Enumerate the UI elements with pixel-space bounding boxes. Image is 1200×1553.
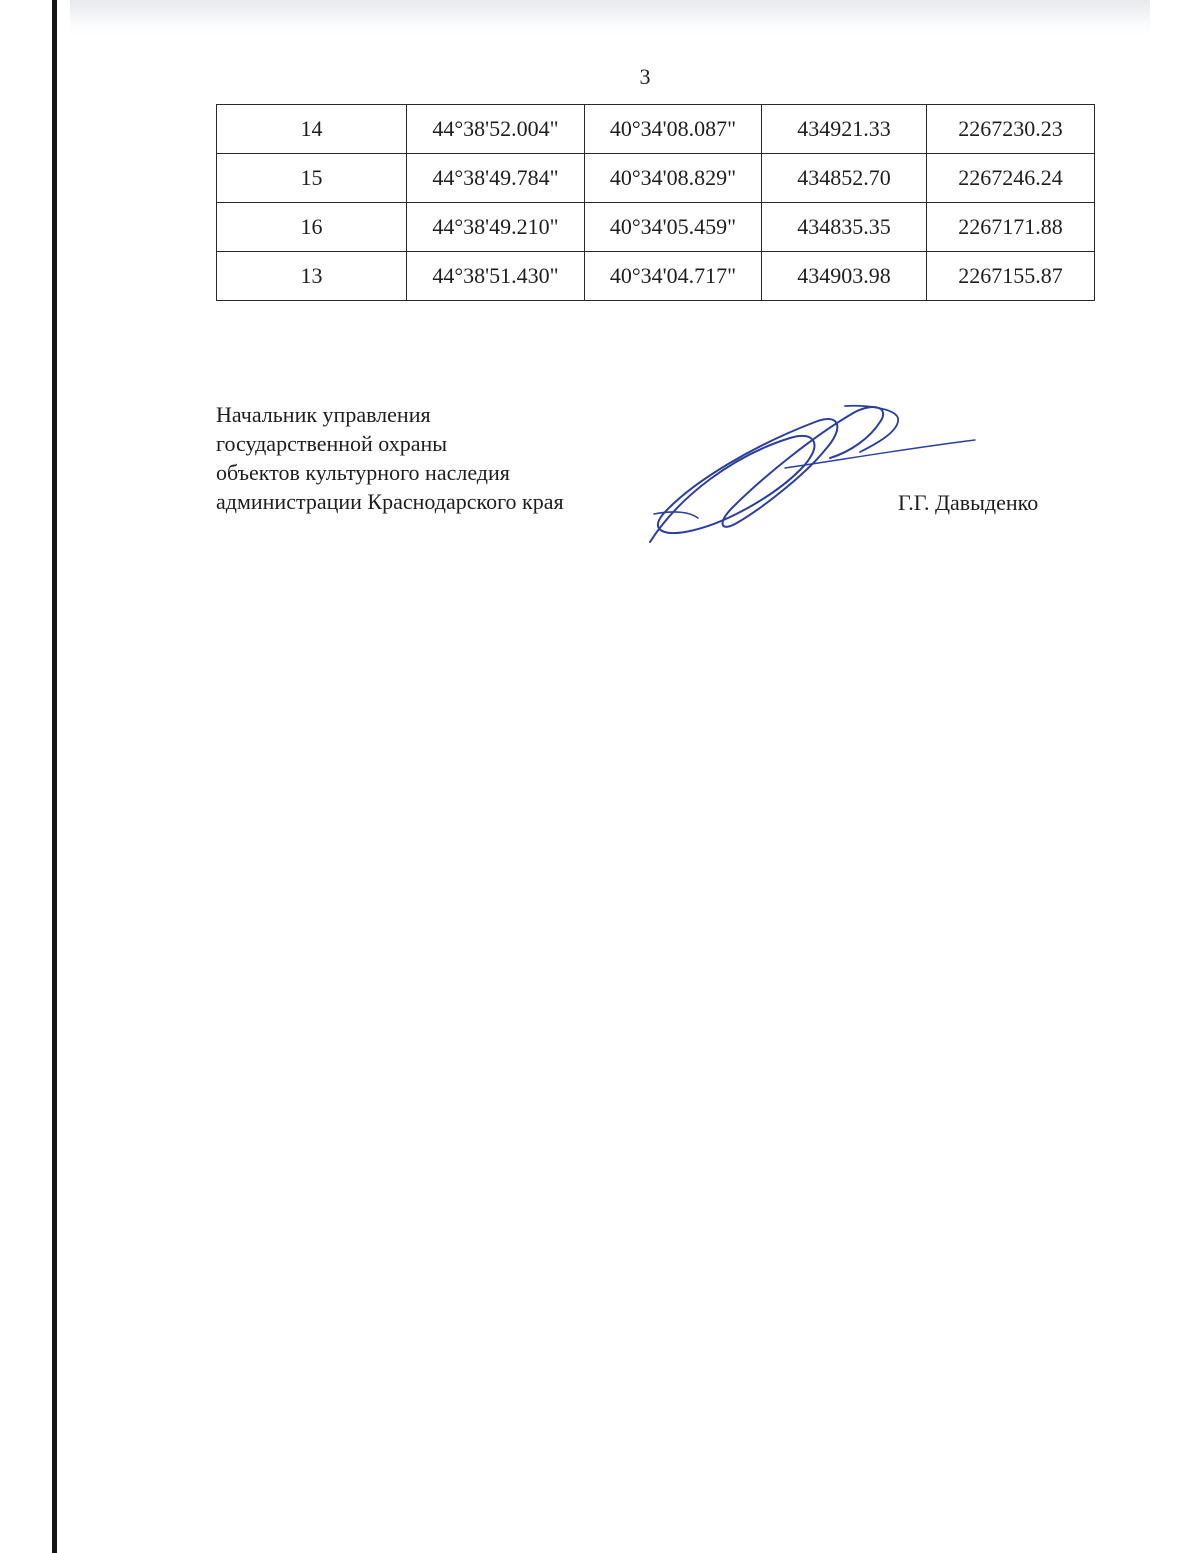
latitude-cell: 44°38'49.210" [407,203,585,252]
latitude-cell: 44°38'52.004" [407,105,585,154]
table-row [217,203,1095,252]
y-coordinate-cell: 2267246.24 [927,154,1095,203]
longitude-cell: 40°34'08.829" [585,154,762,203]
official-position-title [216,400,564,516]
x-coordinate-cell: 434903.98 [762,252,927,301]
handwritten-signature [640,400,985,550]
scan-top-edge [70,0,1150,36]
position-line: администрации Краснодарского края [216,489,564,514]
signer-name: Г.Г. Давыденко [898,490,1039,515]
point-number-cell: 14 [217,105,407,154]
x-coordinate-cell: 434835.35 [762,203,927,252]
position-line: Начальник управления [216,402,431,427]
y-coordinate-cell: 2267171.88 [927,203,1095,252]
longitude-cell: 40°34'05.459" [585,203,762,252]
page-number: 3 [639,64,651,89]
longitude-cell: 40°34'04.717" [585,252,762,301]
latitude-cell: 44°38'49.784" [407,154,585,203]
point-number-cell: 13 [217,252,407,301]
table-row [217,154,1095,203]
position-line: объектов культурного наследия [216,460,510,485]
x-coordinate-cell: 434852.70 [762,154,927,203]
longitude-cell: 40°34'08.087" [585,105,762,154]
point-number-cell: 15 [217,154,407,203]
table-row [217,252,1095,301]
point-number-cell: 16 [217,203,407,252]
latitude-cell: 44°38'51.430" [407,252,585,301]
binding-edge-line [52,0,57,1553]
coordinates-table [216,104,1095,301]
position-line: государственной охраны [216,431,448,456]
y-coordinate-cell: 2267155.87 [927,252,1095,301]
x-coordinate-cell: 434921.33 [762,105,927,154]
table-row [217,105,1095,154]
y-coordinate-cell: 2267230.23 [927,105,1095,154]
